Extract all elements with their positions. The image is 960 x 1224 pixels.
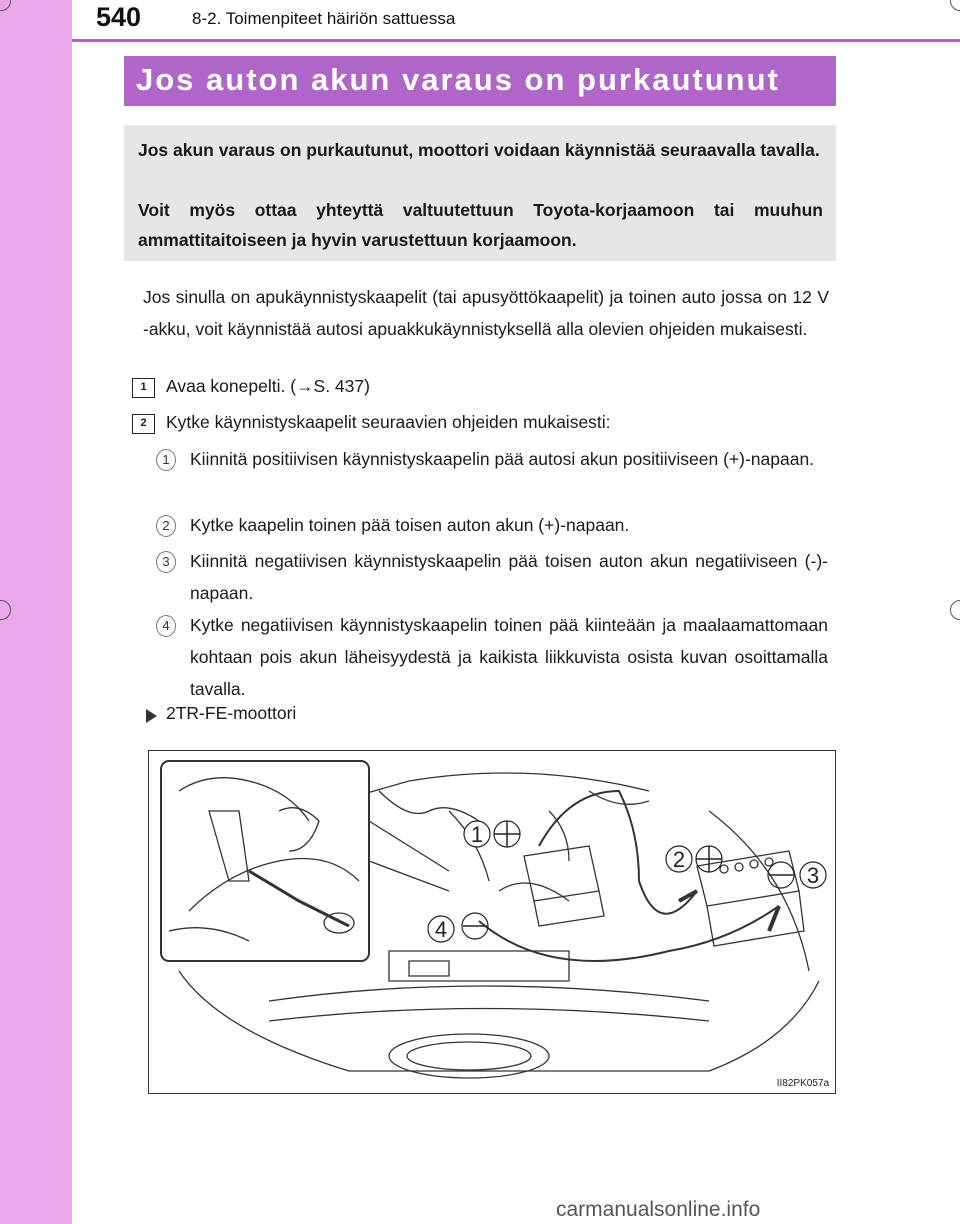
substep-1-text: Kiinnitä positiivisen käynnistyskaapelin pää autosi akun positiiviseen (+)-napaan. xyxy=(190,449,815,469)
triangle-bullet-icon xyxy=(146,709,157,723)
section-header: 8-2. Toimenpiteet häiriön sattuessa xyxy=(192,9,456,28)
step-number-2: 2 xyxy=(132,414,155,434)
figure-code: II82PK057a xyxy=(776,1078,829,1089)
substep-number-2: 2 xyxy=(156,515,176,537)
step-2-text: Kytke käynnistyskaapelit seuraavien ohjeiden mukaisesti: xyxy=(166,412,611,432)
callout-4: 4 xyxy=(434,917,448,942)
step-1-text: Avaa konepelti. (→S. 437) xyxy=(166,376,370,396)
callout-1: 1 xyxy=(470,822,484,847)
crop-mark-icon xyxy=(950,0,960,11)
crop-mark-icon xyxy=(950,600,960,620)
substep-4-text: Kytke negatiivisen käynnistyskaapelin toinen pää kiinteään ja maalaamattomaan kohtaan pois akun läheisyydestä ja kaikista liikkuvista osista kuvan osoittamalla tavalla. xyxy=(190,615,828,699)
substep-number-1: 1 xyxy=(156,449,176,471)
body-paragraph: Jos sinulla on apukäynnistyskaapelit (tai apusyöttökaapelit) ja toinen auto jossa on 12 V -akku, voit käynnistää autosi apuakkukäynnistyksellä alla olevien ohjeiden mukaisesti. xyxy=(143,287,829,339)
engine-bay-drawing xyxy=(149,751,837,1095)
intro-box xyxy=(124,125,836,261)
substep-number-4: 4 xyxy=(156,615,176,637)
intro-line-1: Jos akun varaus on purkautunut, moottori voidaan käynnistää seuraavalla tavalla. xyxy=(138,140,820,160)
callout-2: 2 xyxy=(672,847,686,872)
section-title-bar xyxy=(124,56,836,106)
watermark: carmanualsonline.info xyxy=(556,1198,761,1221)
engine-variant-label: 2TR-FE-moottori xyxy=(166,703,297,723)
header-divider xyxy=(72,39,960,42)
step-number-1: 1 xyxy=(132,378,155,398)
page-title: Jos auton akun varaus on purkautunut xyxy=(136,62,780,97)
intro-line-2: Voit myös ottaa yhteyttä valtuutettuun Toyota-korjaamoon tai muuhun ammattitaitoiseen ja hyvin varustettuun korjaamoon. xyxy=(138,200,823,250)
jump-start-illustration xyxy=(148,750,836,1094)
callout-3: 3 xyxy=(806,863,820,888)
page-number: 540 xyxy=(96,2,142,32)
substep-3-text: Kiinnitä negatiivisen käynnistyskaapelin pää toisen auton akun negatiiviseen (-)-napaan. xyxy=(190,551,828,603)
substep-2-text: Kytke kaapelin toinen pää toisen auton akun (+)-napaan. xyxy=(190,515,630,535)
substep-number-3: 3 xyxy=(156,551,176,573)
